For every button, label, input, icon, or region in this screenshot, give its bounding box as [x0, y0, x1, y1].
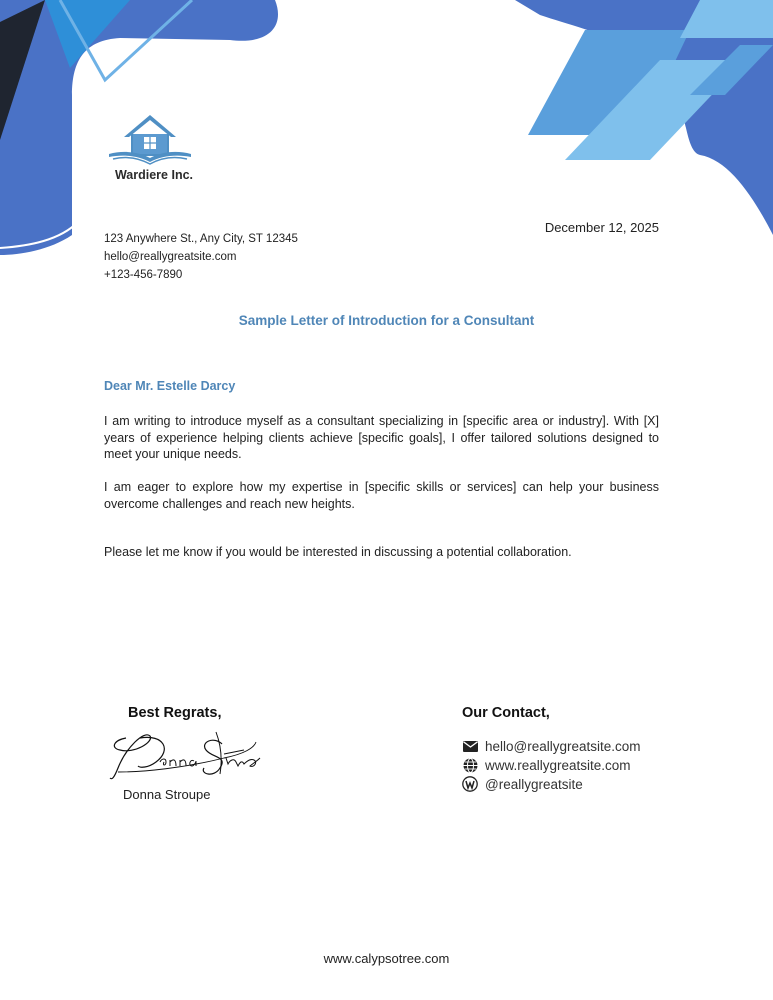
- signature-image: [104, 728, 264, 786]
- sender-phone: +123-456-7890: [104, 269, 183, 281]
- contact-social-row: [462, 775, 583, 793]
- contact-heading: Our Contact,: [462, 705, 550, 721]
- sender-email: hello@reallygreatsite.com: [104, 251, 237, 263]
- globe-icon: [462, 757, 478, 773]
- contact-email[interactable]: hello@reallygreatsite.com: [485, 738, 641, 754]
- mail-icon: [462, 738, 478, 754]
- sender-address: 123 Anywhere St., Any City, ST 12345: [104, 233, 298, 245]
- body-paragraph: I am writing to introduce myself as a consultant specializing in [specific area or industry]. With [X] years of experience helping clients achieve [specific goals], I offer tailored solutions designed to meet your unique needs.: [104, 414, 659, 461]
- contact-website[interactable]: www.reallygreatsite.com: [485, 757, 631, 773]
- footer-website[interactable]: www.calypsotree.com: [323, 951, 450, 966]
- letter-date: December 12, 2025: [544, 220, 659, 235]
- company-name: Wardiere Inc.: [114, 168, 194, 182]
- contact-social[interactable]: @reallygreatsite: [485, 776, 583, 792]
- salutation: Dear Mr. Estelle Darcy: [104, 379, 236, 393]
- letter-title: Sample Letter of Introduction for a Consultant: [238, 313, 535, 328]
- closing: Best Regrats,: [128, 705, 222, 721]
- contact-website-row: [462, 756, 631, 774]
- body-paragraph: I am eager to explore how my expertise in [specific skills or services] can help your business overcome challenges and reach new heights.: [104, 480, 659, 511]
- body-paragraph: Please let me know if you would be interested in discussing a potential collaboration.: [104, 545, 572, 559]
- contact-email-row: [462, 737, 641, 755]
- signer-name: Donna Stroupe: [123, 787, 211, 802]
- social-icon: [462, 776, 478, 792]
